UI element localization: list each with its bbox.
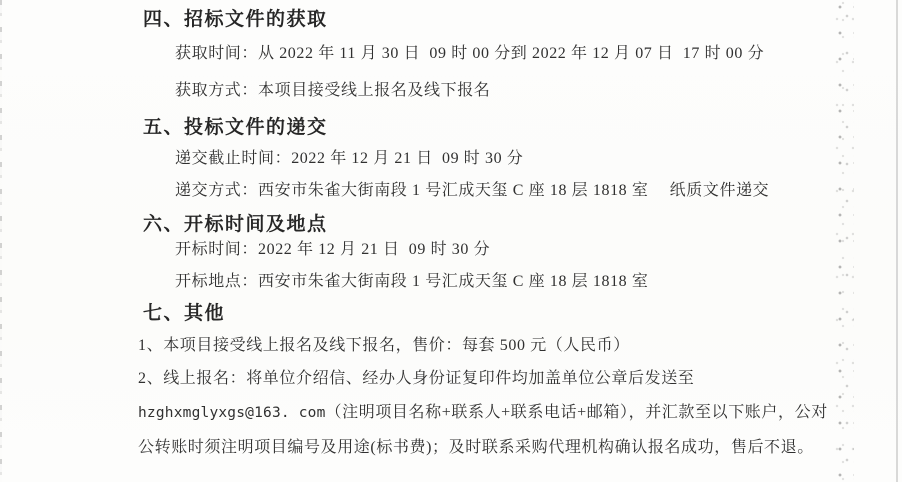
bid-opening-time-line: 开标时间：2022 年 12 月 21 日 09 时 30 分 bbox=[175, 241, 491, 258]
scan-right-edge-line bbox=[896, 0, 898, 482]
section-heading-bid-opening: 六、开标时间及地点 bbox=[143, 214, 328, 235]
email-line bbox=[138, 405, 828, 421]
transfer-note-line: 公转账时须注明项目编号及用途(标书费)；及时联系采购代理机构确认报名成功，售后不退。 bbox=[138, 439, 814, 456]
section-heading-bid-submission: 五、投标文件的递交 bbox=[143, 117, 328, 138]
section-heading-obtain-documents: 四、招标文件的获取 bbox=[143, 9, 328, 30]
email-note: （注明项目名称+联系人+联系电话+邮箱），并汇款至以下账户，公对 bbox=[325, 404, 828, 421]
submission-deadline-line: 递交截止时间：2022 年 12 月 21 日 09 时 30 分 bbox=[175, 150, 524, 167]
scan-left-edge-line bbox=[0, 0, 2, 482]
acquisition-time-line: 获取时间：从 2022 年 11 月 30 日 09 时 00 分到 2022 年 12 月 07 日 17 时 00 分 bbox=[175, 45, 765, 62]
submission-method-line: 递交方式：西安市朱雀大街南段 1 号汇成天玺 C 座 18 层 1818 室 纸质文件递交 bbox=[175, 182, 770, 199]
email-address: hzghxmglyxgs@163. com bbox=[138, 405, 326, 421]
acquisition-method-line: 获取方式：本项目接受线上报名及线下报名 bbox=[175, 82, 491, 99]
scan-noise-speckle-band bbox=[834, 0, 854, 482]
other-item-online-signup-line: 2、线上报名：将单位介绍信、经办人身份证复印件均加盖单位公章后发送至 bbox=[138, 370, 695, 387]
section-heading-other: 七、其他 bbox=[143, 303, 226, 324]
other-item-pricing-line: 1、本项目接受线上报名及线下报名，售价：每套 500 元（人民币） bbox=[138, 337, 630, 354]
bid-opening-place-line: 开标地点：西安市朱雀大街南段 1 号汇成天玺 C 座 18 层 1818 室 bbox=[175, 273, 649, 290]
